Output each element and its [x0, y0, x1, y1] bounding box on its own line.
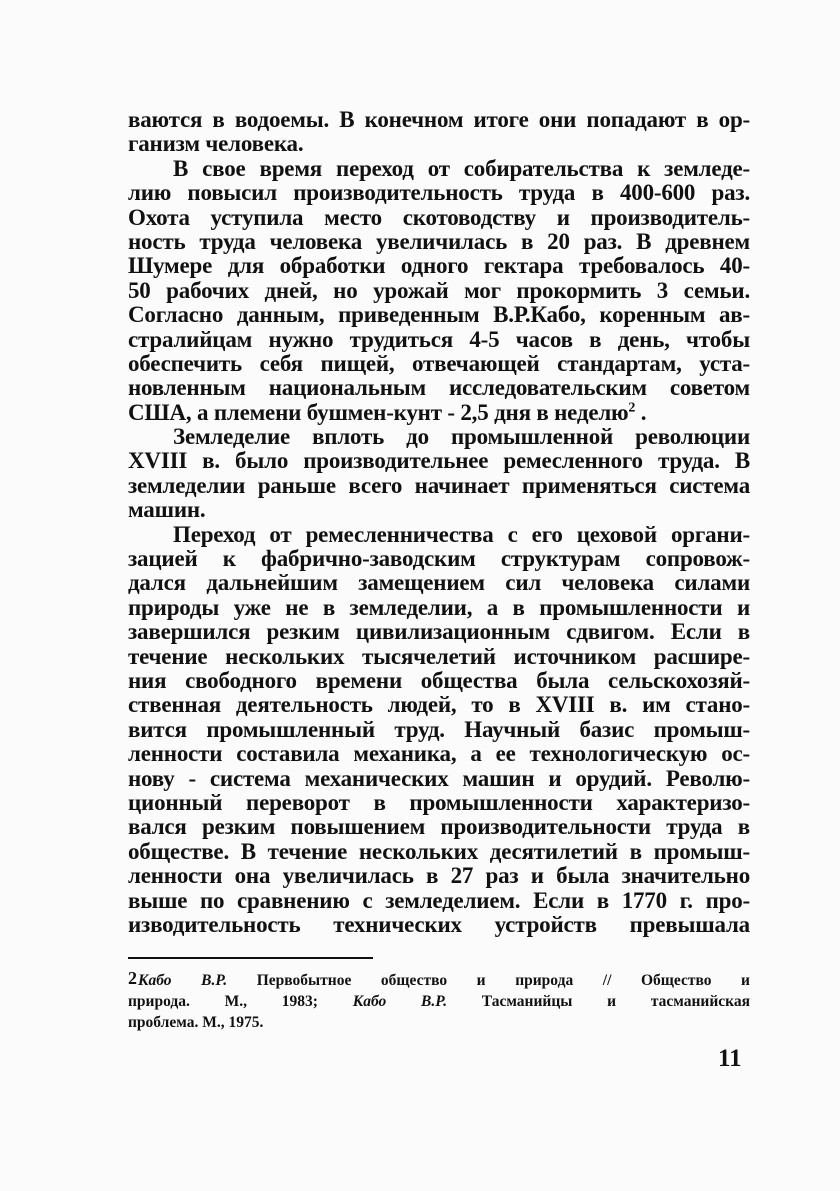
footnote — [128, 970, 750, 1033]
sentence-end: . — [635, 399, 647, 425]
text-line: лию повысил производительность труда в 400-600 раз. — [128, 180, 750, 206]
text-line: Земледелие вплоть до промышленной революции — [173, 424, 750, 450]
text-line: земледелии раньше всего начинает применяться система — [128, 472, 750, 498]
text-line: обществе. В течение нескольких десятилетий в промыш- — [128, 838, 750, 864]
text-line: Шумере для обработки одного гектара требовалось 40- — [128, 253, 750, 279]
text-line: XVIII в. было производительнее ремесленного труда. В — [128, 448, 750, 474]
text-line: зацией к фабрично-заводским структурам сопровож- — [128, 546, 750, 572]
text-line: ваются в водоемы. В конечном итоге они попадают в ор- — [128, 107, 750, 132]
footnote-reference[interactable]: 2 — [628, 400, 636, 416]
text-line: новленным национальным исследовательским советом — [128, 375, 750, 401]
text-line-content: США, а племени бушмен-кунт - 2,5 дня в неделю — [128, 399, 629, 425]
footnote-author: Кабо В.Р. — [138, 972, 228, 989]
text-line: Согласно данным, приведенным В.Р.Кабо, коренным ав- — [128, 302, 750, 328]
text-line: вался резким повышением производительности труда в — [128, 814, 750, 840]
text-line-with-footnote-ref — [128, 401, 750, 425]
footnote-text: Первобытное общество и природа // Общество и — [227, 972, 750, 989]
text-line: изводительность технических устройств превышала — [128, 911, 750, 937]
main-text — [128, 108, 750, 937]
text-line: ленности она увеличилась в 27 раз и была значительно — [128, 863, 750, 889]
footnote-line: проблема. М., 1975. — [128, 1014, 264, 1031]
footnote-author: Кабо В.Р. — [352, 993, 448, 1010]
text-line: Охота уступила место скотоводству и производитель- — [128, 204, 750, 230]
text-line: 50 рабочих дней, но урожай мог прокормить 3 семьи. — [128, 277, 750, 303]
text-line: ленности составила механика, а ее технологическую ос- — [128, 741, 750, 767]
text-line: нову - система механических машин и орудий. Револю- — [128, 765, 750, 791]
text-line: завершился резким цивилизационным сдвигом. Если в — [128, 619, 750, 645]
text-line: природы уже не в земледелии, а в промышленности и — [128, 594, 750, 620]
footnote-line — [128, 970, 750, 991]
text-line: ственная деятельность людей, то в XVIII в. им стано- — [128, 692, 750, 718]
footnote-text: природа. М., 1983; — [128, 993, 353, 1010]
text-line: ционный переворот в промышленности характеризо- — [128, 789, 750, 815]
footnote-line — [128, 991, 750, 1012]
text-line: стралийцам нужно трудиться 4-5 часов в день, чтобы — [128, 326, 750, 352]
footnote-mark: 2 — [128, 968, 137, 988]
text-line: машин. — [128, 497, 206, 523]
text-line: дался дальнейшим замещением сил человека силами — [128, 570, 750, 596]
footnote-divider — [128, 957, 373, 959]
footnote-text: Тасманийцы и тасманийская — [447, 993, 750, 1010]
text-line: обеспечить себя пищей, отвечающей стандартам, уста- — [128, 350, 750, 376]
text-line: ганизм человека. — [128, 131, 304, 157]
text-line: выше по сравнению с земледелием. Если в 1770 г. про- — [128, 887, 750, 913]
text-line: Переход от ремесленничества с его цеховой органи- — [173, 521, 750, 547]
page-number: 11 — [718, 1045, 742, 1072]
text-line: вится промышленный труд. Научный базис промыш- — [128, 716, 750, 742]
text-line: ность труда человека увеличилась в 20 раз. В древнем — [128, 228, 750, 254]
text-line: В свое время переход от собирательства к земледе- — [173, 155, 750, 181]
text-line: ния свободного времени общества была сельскохозяй- — [128, 667, 750, 693]
text-line: течение нескольких тысячелетий источником расшире- — [128, 643, 750, 669]
